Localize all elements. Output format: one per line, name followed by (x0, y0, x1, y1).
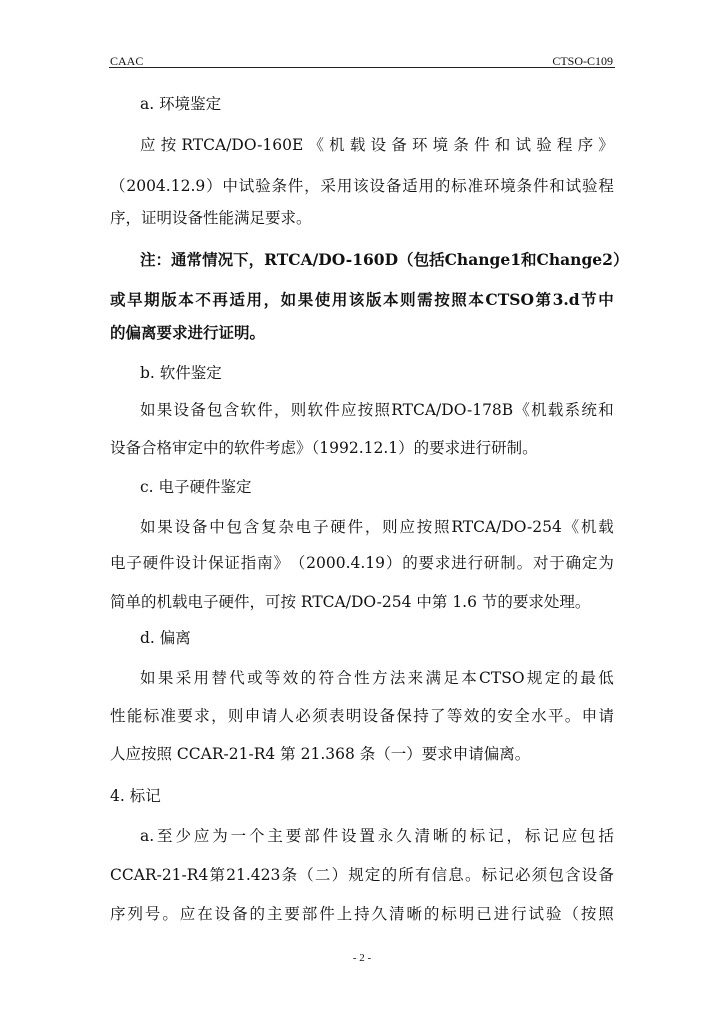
note-line: 注 ： 通 常 情 况 下 ， RTCA/DO-160D （ 包 括 Change 1 和 Change 2 ） (140, 250, 629, 269)
page-header-left: CAAC (110, 54, 144, 68)
heading-deviation: d. 偏离 (140, 629, 191, 647)
heading-environment-qualification: a. 环境鉴定 (140, 95, 222, 113)
paragraph-line: 电 子 硬 件 设 计 保 证 指 南 》 （ 2000.4.19 ） 的 要 求 进 行 研 制 。 对 于 确 定 为 (110, 554, 614, 572)
paragraph-line: 应 按 RTCA/DO-160E 《 机 载 设 备 环 境 条 件 和 试 验 程 序 》 (140, 136, 614, 154)
header-rule (109, 67, 615, 68)
paragraph-line: （ 2004.12.9 ） 中 试 验 条 件 ， 采 用 该 设 备 适 用 的 标 准 环 境 条 件 和 试 验 程 (110, 177, 614, 195)
paragraph-line: 设备合格审定中的软件考虑》（1992.12.1）的要求进行研制。 (110, 439, 538, 457)
paragraph-line: 简单的机载电子硬件，可按 RTCA/DO-254 中第 1.6 节的要求处理。 (110, 593, 591, 611)
paragraph-line: 如 果 设 备 包 含 软 件 ， 则 软 件 应 按 照 RTCA/DO-178B 《 机 载 系 统 和 (140, 401, 614, 419)
paragraph-line: 如 果 设 备 中 包 含 复 杂 电 子 硬 件 ， 则 应 按 照 RTCA/DO-254 《 机 载 (140, 518, 614, 536)
note-line: 的偏离要求进行证明。 (110, 323, 266, 342)
paragraph-line: a. 至 少 应 为 一 个 主 要 部 件 设 置 永 久 清 晰 的 标 记 ， 标 记 应 包 括 (140, 827, 614, 845)
section-heading-marking: 4. 标记 (110, 787, 161, 805)
heading-software-qualification: b. 软件鉴定 (140, 364, 222, 382)
heading-hardware-qualification: c. 电子硬件鉴定 (140, 478, 252, 496)
paragraph-line: CCAR-21-R4 第 21.423 条 （ 二 ） 规 定 的 所 有 信 息 。 标 记 必 须 包 含 设 备 (110, 866, 614, 884)
paragraph-line: 如 果 采 用 替 代 或 等 效 的 符 合 性 方 法 来 满 足 本 CTSO 规 定 的 最 低 (140, 669, 614, 687)
paragraph-line: 人应按照 CCAR-21-R4 第 21.368 条（一）要求申请偏离。 (110, 745, 531, 763)
paragraph-line: 序 列 号 。 应 在 设 备 的 主 要 部 件 上 持 久 清 晰 的 标 明 已 进 行 试 验 （ 按 照 (110, 905, 614, 923)
paragraph-line: 序，证明设备性能满足要求。 (110, 209, 312, 227)
paragraph-line: 性 能 标 准 要 求 ， 则 申 请 人 必 须 表 明 设 备 保 持 了 等 效 的 安 全 水 平 。 申 请 (110, 707, 614, 725)
note-line: 或 早 期 版 本 不 再 适 用 ， 如 果 使 用 该 版 本 则 需 按 照 本 CTSO 第 3.d 节 中 (110, 290, 614, 309)
page-number: - 2 - (352, 952, 372, 964)
page-header-right: CTSO-C109 (552, 54, 613, 68)
